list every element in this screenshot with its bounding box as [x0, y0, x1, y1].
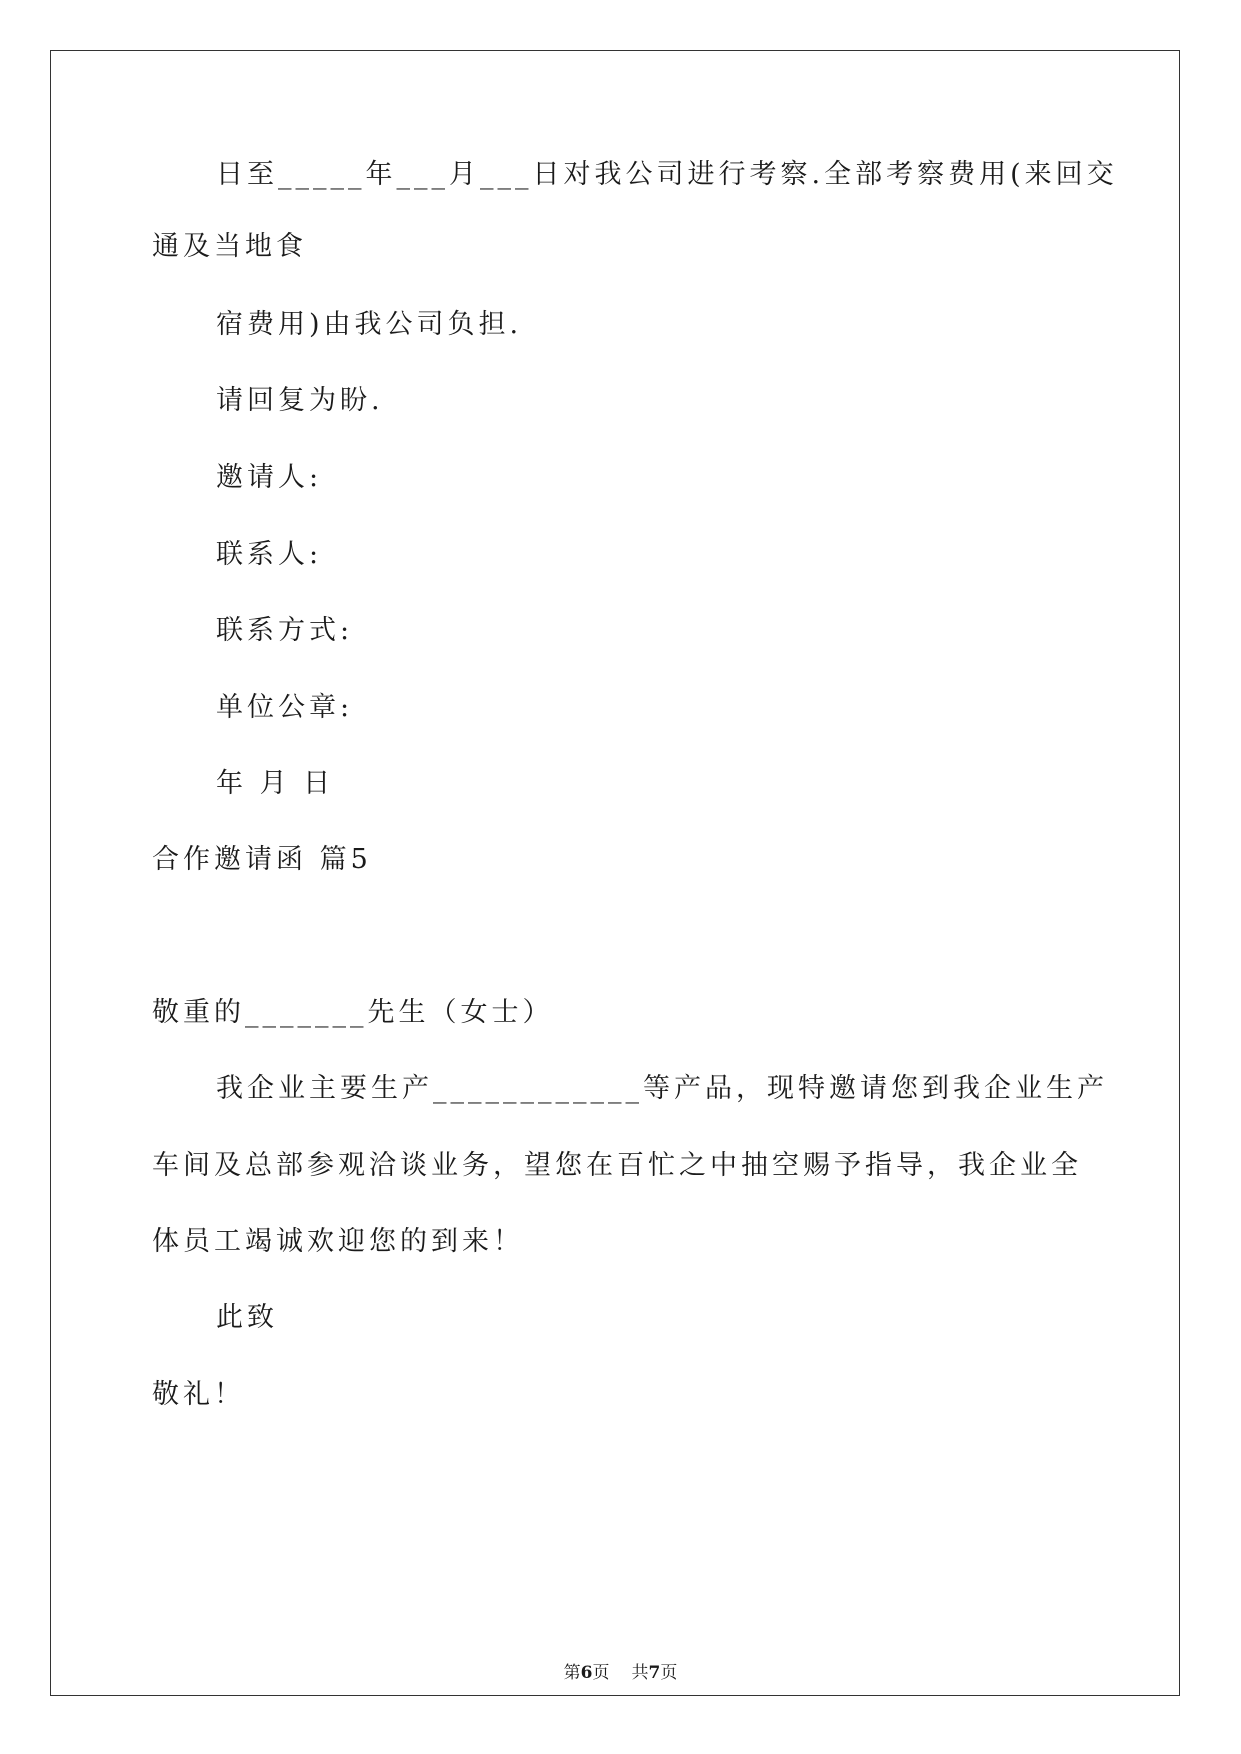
- regards-line: 敬礼！: [152, 1379, 245, 1410]
- section-heading: 合作邀请函 篇5: [152, 844, 372, 875]
- paragraph-line-3: 宿费用)由我公司负担.: [216, 309, 523, 340]
- footer-total-unit: 页: [660, 1663, 678, 1683]
- footer-total-pages: 7: [648, 1663, 661, 1683]
- salutation-line: 敬重的_______先生（女士）: [152, 997, 554, 1028]
- body-line-3: 体员工竭诚欢迎您的到来！: [152, 1226, 524, 1257]
- date-line: 年 月 日: [216, 768, 335, 799]
- footer-page-number: 6: [580, 1663, 593, 1683]
- page-footer: [0, 1658, 1241, 1683]
- contact-person-label: 联系人:: [216, 539, 323, 570]
- body-line-2: 车间及总部参观洽谈业务，望您在百忙之中抽空赐予指导，我企业全: [152, 1150, 1082, 1181]
- inviter-label: 邀请人:: [216, 462, 323, 493]
- contact-method-label: 联系方式:: [216, 615, 354, 646]
- footer-page-unit: 页: [592, 1663, 610, 1683]
- closing-line: 此致: [216, 1302, 278, 1333]
- company-seal-label: 单位公章:: [216, 692, 354, 723]
- paragraph-line-1: 日至_____年___月___日对我公司进行考察.全部考察费用(来回交: [216, 159, 1118, 190]
- footer-total-prefix: 共: [631, 1663, 649, 1683]
- request-reply-line: 请回复为盼.: [216, 385, 384, 416]
- body-line-1: 我企业主要生产____________等产品，现特邀请您到我企业生产: [216, 1073, 1108, 1104]
- footer-prefix: 第: [563, 1663, 581, 1683]
- paragraph-line-2: 通及当地食: [152, 231, 307, 262]
